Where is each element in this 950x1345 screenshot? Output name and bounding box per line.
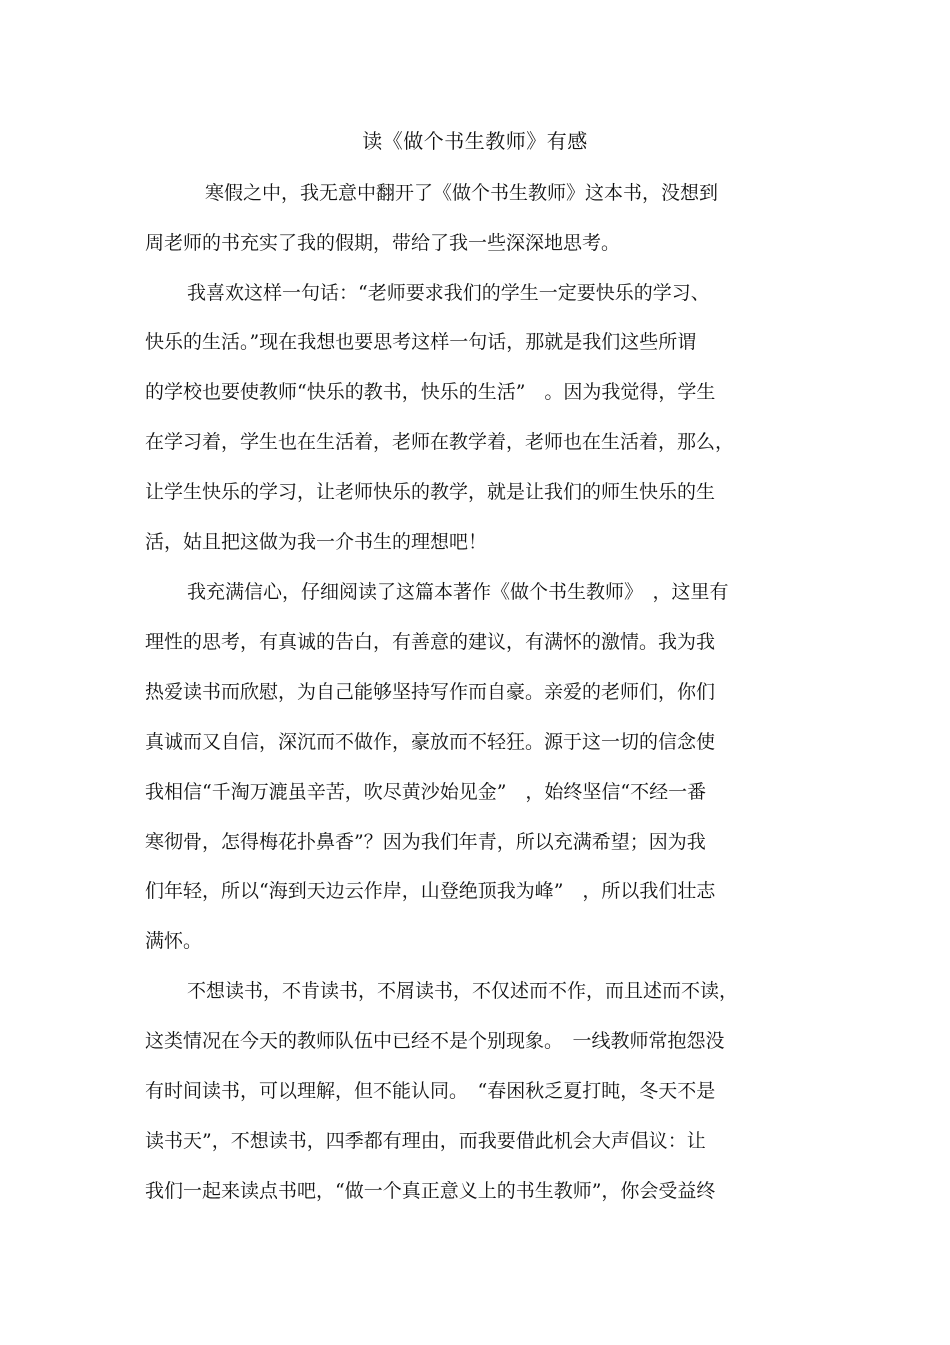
paragraph-line: 让学生快乐的学习，让老师快乐的教学，就是让我们的师生快乐的生 (145, 481, 716, 503)
paragraph-line: 理性的思考，有真诚的告白，有善意的建议，有满怀的激情。我为我 (145, 631, 716, 653)
paragraph-line: 我相信“千淘万漉虽辛苦，吹尽黄沙始见金” ，始终坚信“不经一番 (145, 781, 707, 803)
paragraph-line: 周老师的书充实了我的假期，带给了我一些深深地思考。 (145, 232, 621, 254)
paragraph-line: 满怀。 (145, 930, 203, 952)
document-title: 读《做个书生教师》有感 (362, 129, 588, 153)
paragraph-line: 读书天”，不想读书，四季都有理由，而我要借此机会大声倡议：让 (145, 1130, 706, 1152)
paragraph-line: 这类情况在今天的教师队伍中已经不是个别现象。 一线教师常抱怨没 (145, 1030, 725, 1052)
paragraph-line: 不想读书，不肯读书，不屑读书，不仅述而不作，而且述而不读， (187, 980, 739, 1002)
paragraph-line: 我们一起来读点书吧，“做一个真正意义上的书生教师”，你会受益终 (145, 1180, 716, 1202)
paragraph-line: 真诚而又自信，深沉而不做作，豪放而不轻狂。源于这一切的信念使 (145, 731, 716, 753)
paragraph-line: 有时间读书，可以理解，但不能认同。 “春困秋乏夏打盹，冬天不是 (145, 1080, 716, 1102)
paragraph-line: 的学校也要使教师“快乐的教书，快乐的生活” 。因为我觉得，学生 (145, 381, 716, 403)
paragraph-line: 我充满信心，仔细阅读了这篇本著作《做个书生教师》 ，这里有 (187, 581, 729, 603)
paragraph-line: 快乐的生活。”现在我想也要思考这样一句话，那就是我们这些所谓 (145, 331, 697, 353)
paragraph-line: 寒彻骨，怎得梅花扑鼻香”？因为我们年青，所以充满希望；因为我 (145, 831, 706, 853)
paragraph-line: 我喜欢这样一句话：“老师要求我们的学生一定要快乐的学习、 (187, 282, 710, 304)
paragraph-line: 们年轻，所以“海到天边云作岸，山登绝顶我为峰” ，所以我们壮志 (145, 880, 716, 902)
paragraph-line: 寒假之中，我无意中翻开了《做个书生教师》这本书，没想到 (205, 182, 719, 204)
paragraph-line: 活，姑且把这做为我一介书生的理想吧！ (145, 531, 488, 553)
paragraph-line: 在学习着，学生也在生活着，老师在教学着，老师也在生活着，那么， (145, 431, 735, 453)
paragraph-line: 热爱读书而欣慰，为自己能够坚持写作而自豪。亲爱的老师们，你们 (145, 681, 716, 703)
